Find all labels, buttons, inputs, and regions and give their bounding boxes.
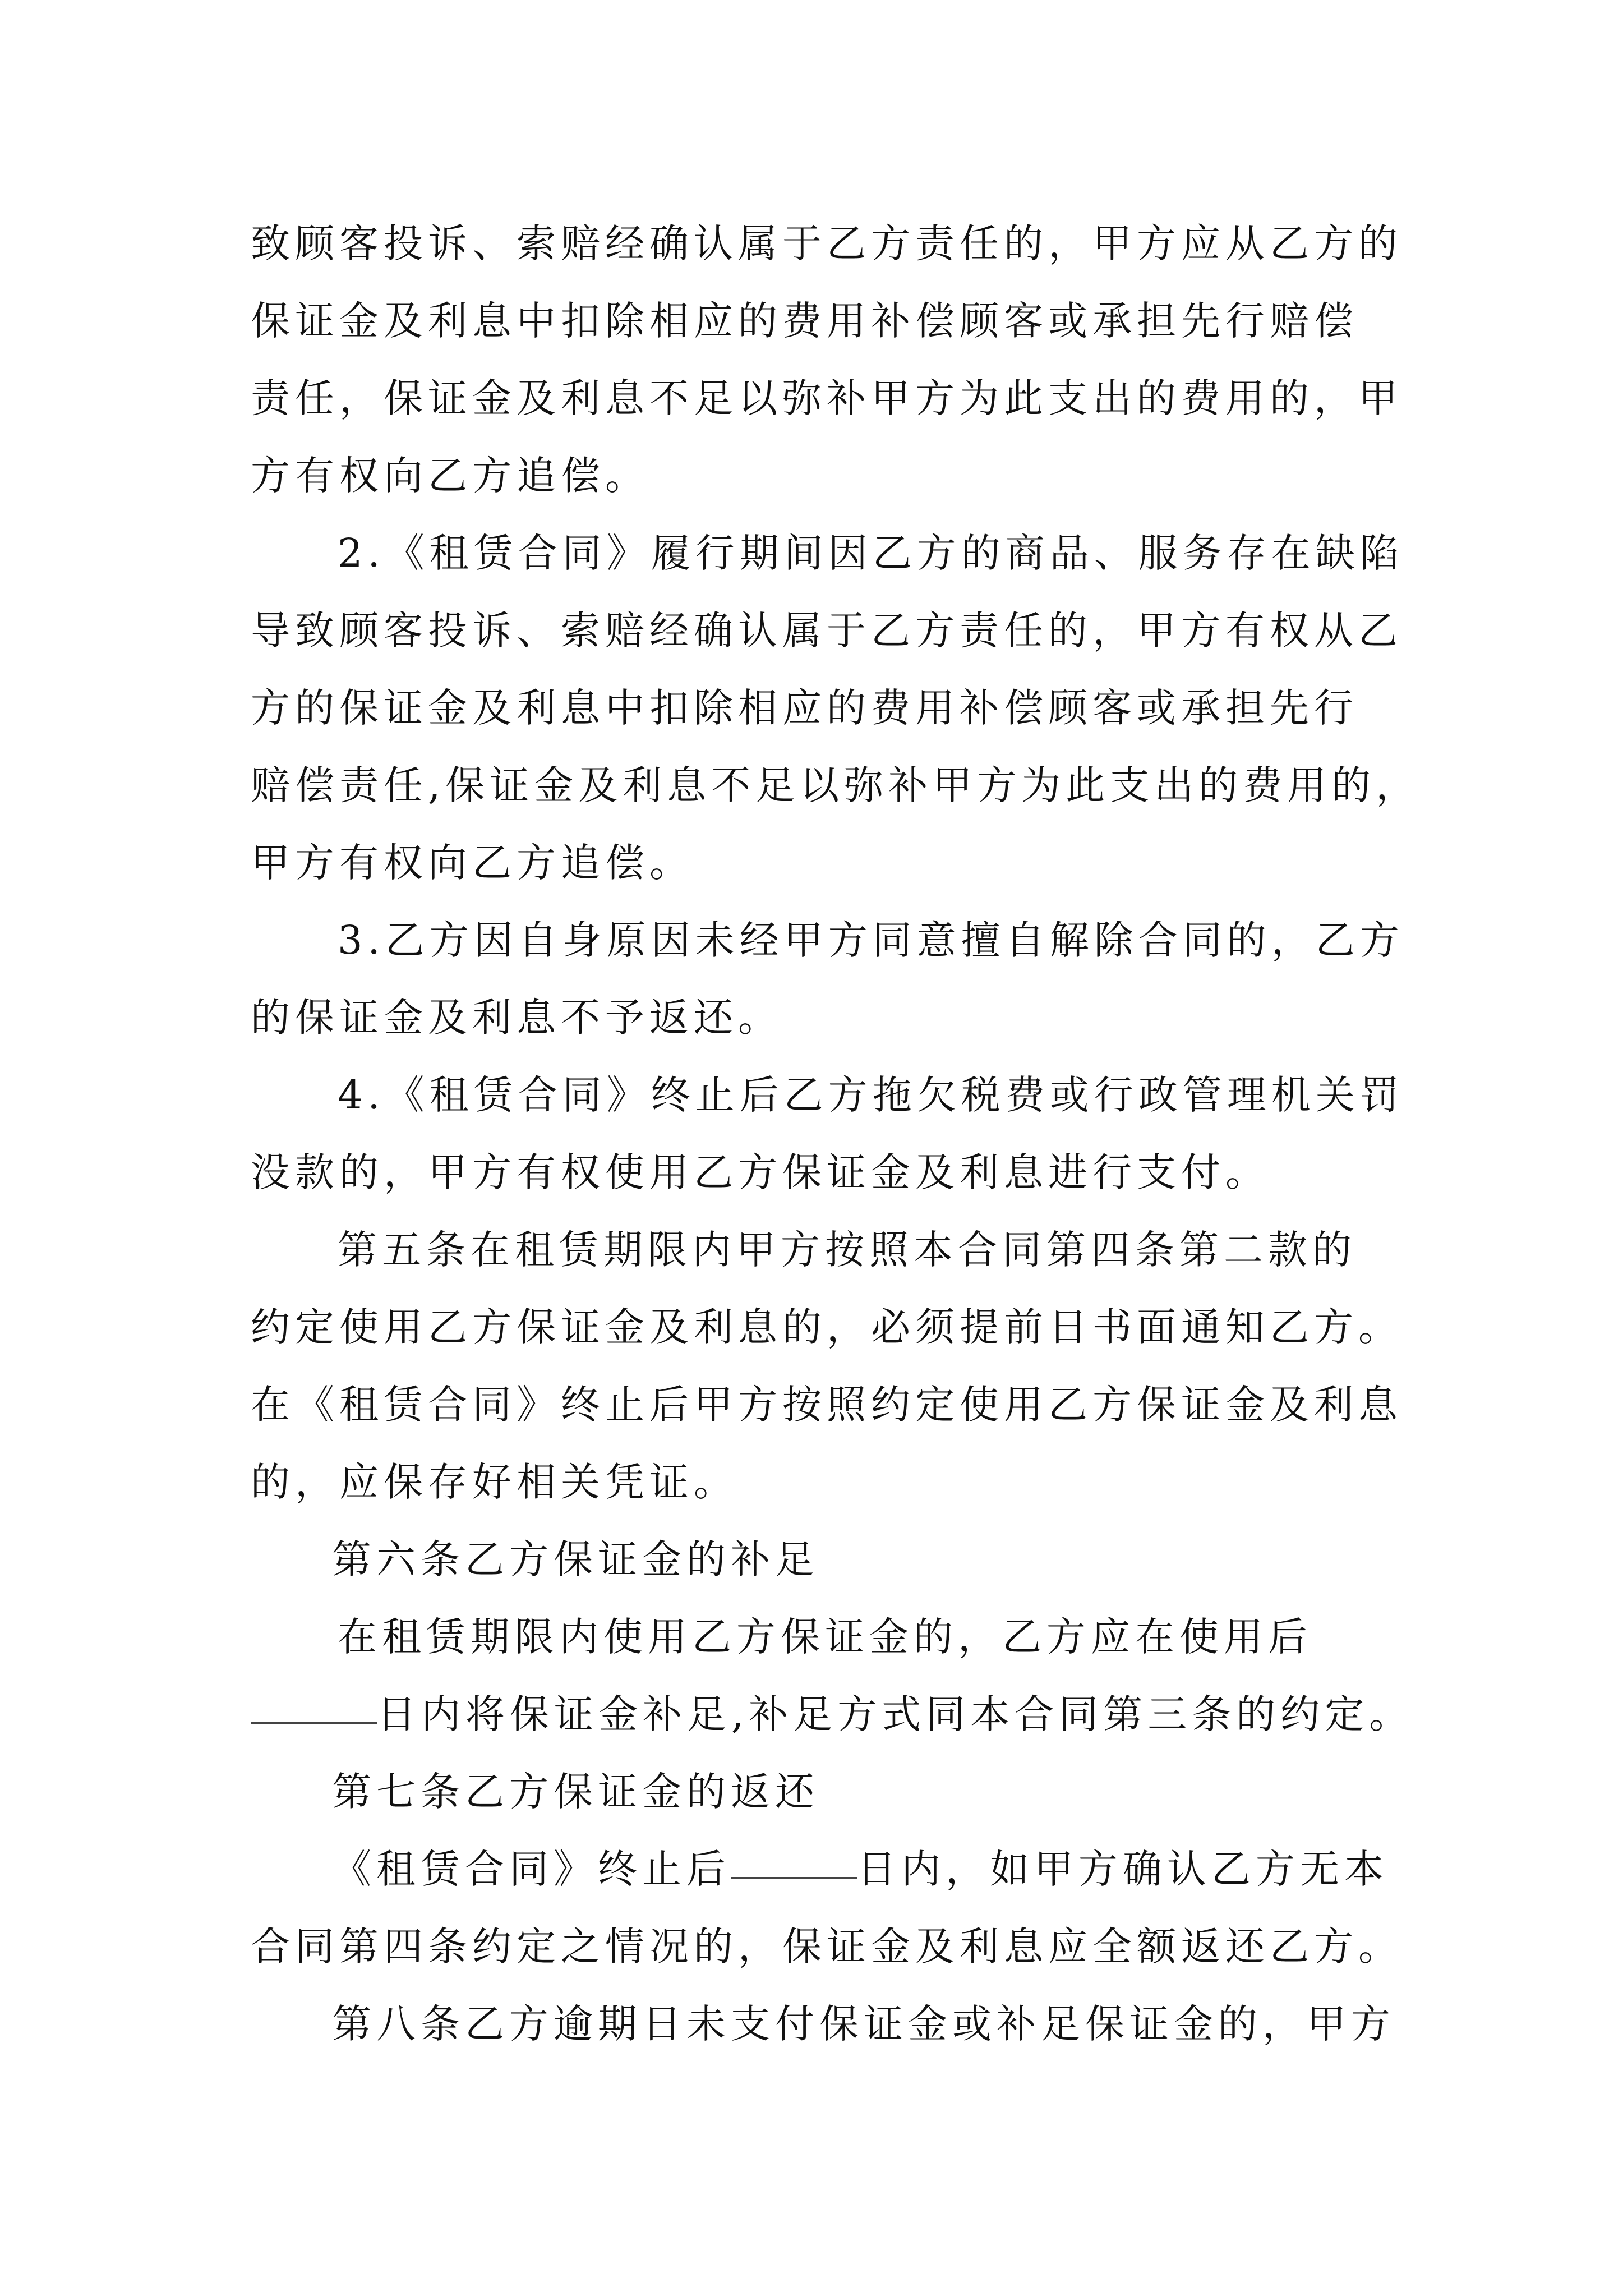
text-line: 甲方有权向乙方追偿。 (251, 840, 694, 886)
fill-in-blank (731, 1876, 857, 1879)
text-line: 的保证金及利息不予返还。 (251, 995, 782, 1041)
text-line: 在租赁期限内使用乙方保证金的，乙方应在使用后 (338, 1614, 1312, 1660)
text-line: 保证金及利息中扣除相应的费用补偿顾客或承担先行赔偿 (251, 298, 1358, 344)
text-line: 赔偿责任,保证金及利息不足以弥补甲方为此支出的费用的， (251, 762, 1421, 808)
text-line: 在《租赁合同》终止后甲方按照约定使用乙方保证金及利息 (251, 1382, 1403, 1428)
text-line: 方的保证金及利息中扣除相应的费用补偿顾客或承担先行 (251, 685, 1358, 731)
text-line: 导致顾客投诉、索赔经确认属于乙方责任的，甲方有权从乙 (251, 608, 1403, 654)
text-line: 第八条乙方逾期日未支付保证金或补足保证金的，甲方 (332, 2001, 1395, 2047)
text-line: 3.乙方因自身原因未经甲方同意擅自解除合同的，乙方 (338, 917, 1404, 963)
text-line (251, 1676, 1414, 1753)
document-body (251, 205, 1421, 2063)
text-line: 没款的，甲方有权使用乙方保证金及利息进行支付。 (251, 1149, 1270, 1195)
text-segment: 《租赁合同》终止后 (332, 1846, 731, 1892)
fill-in-blank (251, 1722, 377, 1724)
text-line: 责任，保证金及利息不足以弥补甲方为此支出的费用的，甲 (251, 375, 1403, 421)
article-heading: 第七条乙方保证金的返还 (332, 1769, 819, 1815)
text-line: 合同第四条约定之情况的，保证金及利息应全额返还乙方。 (251, 1924, 1403, 1970)
text-segment: 日内将保证金补足,补足方式同本合同第三条的约定。 (377, 1691, 1414, 1737)
text-line (251, 1830, 1406, 1908)
text-line: 第五条在租赁期限内甲方按照本合同第四条第二款的 (338, 1227, 1357, 1273)
text-line: 方有权向乙方追偿。 (251, 453, 649, 499)
text-line: 2.《租赁合同》履行期间因乙方的商品、服务存在缺陷 (338, 530, 1404, 576)
text-segment: 日内，如甲方确认乙方无本 (857, 1846, 1389, 1892)
text-line: 4.《租赁合同》终止后乙方拖欠税费或行政管理机关罚 (338, 1072, 1404, 1118)
text-line: 约定使用乙方保证金及利息的，必须提前日书面通知乙方。 (251, 1304, 1403, 1350)
text-line: 致顾客投诉、索赔经确认属于乙方责任的，甲方应从乙方的 (251, 220, 1403, 266)
article-heading: 第六条乙方保证金的补足 (332, 1536, 819, 1582)
text-line: 的，应保存好相关凭证。 (251, 1459, 738, 1505)
